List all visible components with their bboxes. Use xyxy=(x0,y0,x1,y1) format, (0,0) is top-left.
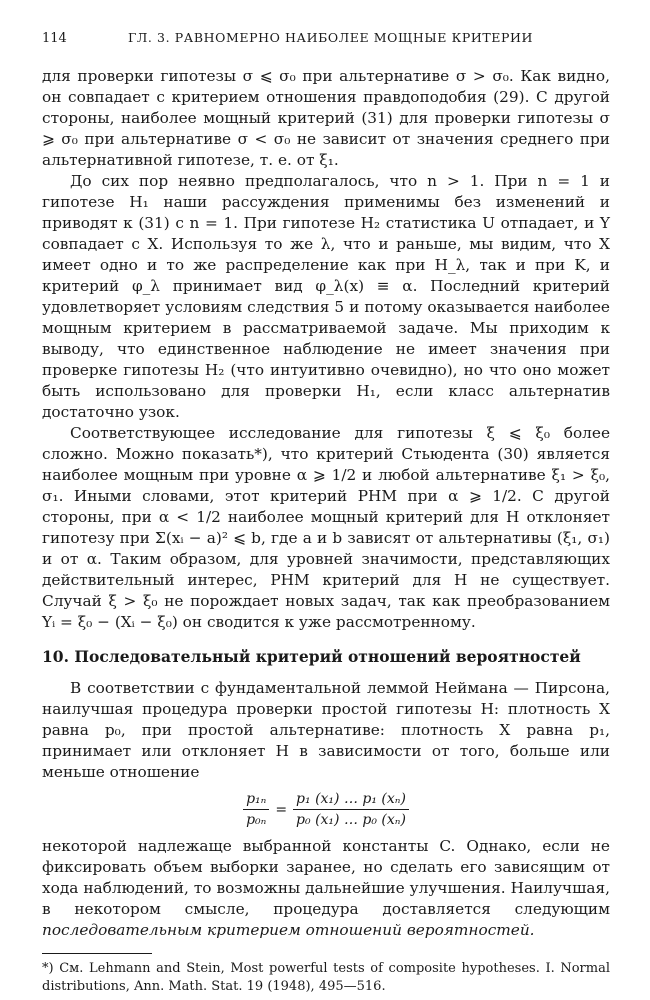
page-number: 114 xyxy=(42,31,67,46)
book-page xyxy=(42,30,610,996)
formula-rhs xyxy=(293,791,409,828)
page-header xyxy=(42,30,610,52)
after-formula-paragraph xyxy=(42,836,610,941)
fraction-bar xyxy=(243,809,269,810)
formula-lhs xyxy=(243,791,269,828)
after-formula-italic: последовательным критерием отношений вероятностей. xyxy=(42,921,535,939)
formula-equals: = xyxy=(275,801,288,818)
footnote-rule xyxy=(42,953,152,954)
section-title: 10. Последовательный критерий отношений вероятностей xyxy=(42,647,581,666)
paragraph-2: До сих пор неявно предполагалось, что n > 1. При n = 1 и гипотезе H₁ наши рассуждения применимы без изменений и приводят к (31) с n = 1. При гипотезе H₂ статистика U отпадает, и Y совпадает с X. Используя то же λ, что и раньше, мы видим, что X имеет одно и то же распределение как при H_λ, так и при K, и критерий φ_λ принимает вид φ_λ(x) ≡ α. Последний критерий удовлетворяет условиям следствия 5 и потому оказывается наиболее мощным критерием в рассматриваемой задаче. Мы приходим к выводу, что единственное наблюдение не имеет значения при проверке гипотезы H₂ (что интуитивно очевидно), но что оно может быть использовано для проверки H₁, если класс альтернатив достаточно узок. xyxy=(42,172,610,421)
formula-rhs-denominator: p₀ (x₁) … p₀ (xₙ) xyxy=(296,812,406,828)
fraction-bar xyxy=(293,809,409,810)
formula-lhs-denominator: p₀ₙ xyxy=(246,812,267,828)
formula-lhs-numerator: p₁ₙ xyxy=(246,791,267,807)
likelihood-ratio-formula xyxy=(42,791,610,828)
formula-rhs-numerator: p₁ (x₁) … p₁ (xₙ) xyxy=(296,791,406,807)
footnote: *) См. Lehmann and Stein, Most powerful tests of composite hypotheses. I. Normal distributions, Ann. Math. Stat. 19 (1948), 495—516. xyxy=(42,961,610,994)
after-formula-text: некоторой надлежаще выбранной константы C. Однако, если не фиксировать объем выборки заранее, но сделать его зависящим от хода наблюдений, то возможны дальнейшие улучшения. Наилучшая, в некотором смысле, процедура доставляется следующим xyxy=(42,837,610,918)
section-paragraph: В соответствии с фундаментальной леммой Неймана — Пирсона, наилучшая процедура проверки простой гипотезы H: плотность X равна p₀, при простой альтернативе: плотность X равна p₁, принимает или отклоняет H в зависимости от того, больше или меньше отношение xyxy=(42,679,610,781)
paragraph-1: для проверки гипотезы σ ⩽ σ₀ при альтернативе σ > σ₀. Как видно, он совпадает с критерием отношения правдоподобия (29). С другой стороны, наиболее мощный критерий (31) для проверки гипотезы σ ⩾ σ₀ при альтернативе σ < σ₀ не зависит от значения среднего при альтернативной гипотезе, т. е. от ξ₁. xyxy=(42,67,610,169)
paragraph-3: Соответствующее исследование для гипотезы ξ ⩽ ξ₀ более сложно. Можно показать*), что критерий Стьюдента (30) является наиболее мощным при уровне α ⩾ 1/2 и любой альтернативе ξ₁ > ξ₀, σ₁. Иными словами, этот критерий РНМ при α ⩾ 1/2. С другой стороны, при α < 1/2 наиболее мощный критерий для H отклоняет гипотезу при Σ(xᵢ − a)² ⩽ b, где a и b зависят от альтернативы (ξ₁, σ₁) и от α. Таким образом, для уровней значимости, представляющих действительный интерес, РНМ критерий для H не существует. Случай ξ > ξ₀ не порождает новых задач, так как преобразованием Yᵢ = ξ₀ − (Xᵢ − ξ₀) он сводится к уже рассмотренному. xyxy=(42,424,610,631)
running-title: ГЛ. 3. РАВНОМЕРНО НАИБОЛЕЕ МОЩНЫЕ КРИТЕРИИ xyxy=(128,30,534,45)
